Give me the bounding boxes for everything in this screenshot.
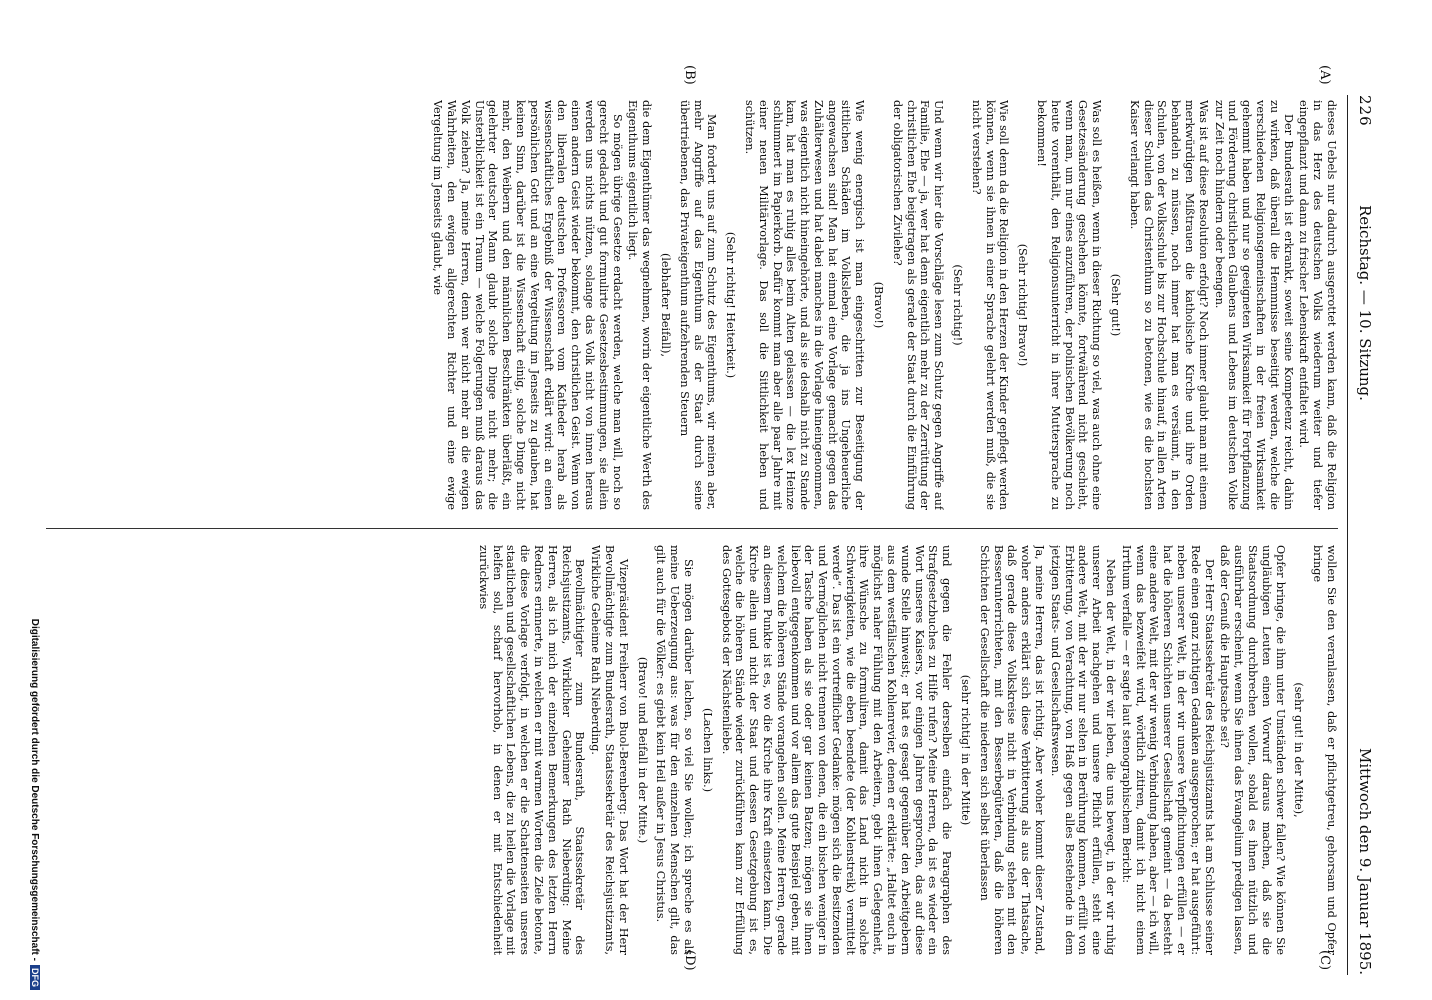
left-column bbox=[46, 100, 1338, 510]
dfg-logo: DFG bbox=[30, 965, 40, 990]
paragraph: und gegen die Fehler derselben einfach die Paragraphen des Strafgesetzbuches zu Hilfe rufen? Meine Herren, da ist es wieder ein Wort unseres Kaisers, vor einigen Jahren gesprochen, das auf diese wunde Stelle hinweist; er hat es gesagt gegenüber den Arbeitgebern aus dem westfälischen Kohlenrevier, denen er erklärte: „Haltet euch in möglichst naher Fühlung mit den Arbeitern, gebt ihnen Gelegenheit, ihre Wünsche zu formuliren, damit das Land nicht in solche Schwierigkeiten, wie die eben beendete (der Kohlenstreik) vermittelt werde“. Das ist ein vortrefflicher Gedanke: mögen sich die Besitzenden und Vermöglichen nicht trennen von denen, die ein bischen weniger in der Tasche haben als sie oder gar keinen Batzen; mögen sie ihnen liebevoll entgegenkommen und vor allem das gute Beispiel geben, mit welchem die höheren Stände vorangehen sollen. Meine Herren, gerade an diesem Punkte ist es, wo die Kirche ihre Kraft einsetzen kann. Die Kirche allein und nicht der Staat und dessen Gesetzgebung ist es, welche die höheren Stände wieder zurückführen kann zur Erfüllung des Gottesgebots der Nächstenliebe. bbox=[719, 545, 954, 955]
interjection: (sehr richtig! in der Mitte) bbox=[959, 674, 973, 826]
running-head-right: Mittwoch den 9. Januar 1895. bbox=[1356, 748, 1374, 975]
paragraph: Was ist auf diese Resolution erfolgt? Noch immer glaubt man mit einem merkwürdigen Mißtrauen die katholische Kirche und ihre Orden behandeln zu müssen, noch immer hat man es versäumt, in den Schulen, von der Volksschule bis zur Hochschule hinauf, in allen Arten dieser Schulen das Christenthum so zu betonen, wie es die hochsten Kaiser verlangt haben. bbox=[1127, 100, 1210, 510]
margin-mark-b: (B) bbox=[682, 65, 697, 85]
interjection: (Sehr richtig! Heiterkeit.) bbox=[724, 231, 738, 379]
paragraph: Wie wenig energisch ist man eingeschritten zur Beseitigung der sittlichen Schäden im Volksleben, die ja ins Ungeheuerliche angewachsen sind! Man hat einmal eine Vorlage gemacht gegen das Zuhälterwesen und hat dabei manches in die Vorlage hineingenommen, was eigentlich nicht hineingehörte, und als sie deshalb nicht zu Stande kam, hat man es ruhig alles beim Alten gelassen — die lex Heinze schlummert im Papierkorb. Dafür kommt man aber alle paar Jahre mit einer neuen Militärvorlage. Das soll die Sittlichkeit heben und schützen. bbox=[742, 100, 867, 510]
paragraph: Sie mögen darüber lachen, so viel Sie wollen; ich spreche es als meine Ueberzeugung aus: was für den einzelnen Menschen gilt, das gilt auch für die Völker: es giebt kein Heil außer in Jesus Christus. bbox=[654, 545, 695, 955]
paragraph: wollen Sie den veranlassen, daß er pflichtgetreu, gehorsam und Opfer bringe bbox=[1311, 545, 1338, 955]
header-rule bbox=[1347, 95, 1348, 975]
paragraph: Wie soll denn da die Religion in den Herzen der Kinder gepflegt werden können, wenn sie ihnen in einer Sprache gelehrt werden muß, die sie nicht verstehen? bbox=[969, 100, 1011, 510]
paragraph: Und wenn wir hier die Vorschläge lesen zum Schutz gegen Angriffe auf Familie, Ehe — ja, wer hat denn eigentlich mehr zu der Zerrüttung der christlichen Ehe beigetragen als gerade der Staat durch die Einführung der obligatorischen Zivilehe? bbox=[890, 100, 946, 510]
paragraph: So mögen übrige Gesetze erdacht werden, welche man will, noch so gerecht gedacht und gut formulirte Gesetzesbestimmungen, sie allein werden uns nichts nützen, solange das Volk nicht von innen heraus einen andern Geist wieder bekommt, den christlichen Geist. Wenn von den liberalen deutschen Professoren vom Katheder herab als wissenschaftliches Ergebniß der Wissenschaft erklärt wird: an einen persönlichen Gott und an eine Vergeltung im Jenseits zu glauben, hat keinen Sinn, darüber ist die Wissenschaft einig, solche Dinge nicht mehr, den Weibern und den männlichen Beschränkten überläßt, ein gelehrter deutscher Mann glaubt solche Dinge nicht mehr; die Unsterblichkeit ist ein Traum — welche Folgerungen muß daraus das Volk ziehen? Ja, meine Herren, denn wer nicht mehr an die ewigen Wahrheiten, den ewigen allgerechten Richter und eine ewige Vergeltung im Jenseits glaubt, wie bbox=[431, 100, 624, 510]
running-head-left: Reichstag. — 10. Sitzung. bbox=[1356, 205, 1374, 401]
page-header bbox=[1350, 95, 1374, 975]
paragraph: Man fordert uns auf zum Schutz des Eigenthums, wir meinen aber, mehr Angriffe auf das Eigenthum als der Staat durch seine übertriebenen, das Privateigenthum aufzehrenden Steuern bbox=[677, 100, 719, 510]
paragraph: Der Herr Staatssekretär des Reichsjustizamts hat am Schlusse seiner Rede einen ganz richtigen Gedanken ausgesprochen; er hat ausgeführt: neben unserer Welt, in der wir unsere Verpflichtungen erfüllen — er hat die höheren Schichten unserer Gesellschaft gemeint — da besteht eine andere Welt, mit der wir wenig Verbindung haben, aber — ich will, wenn das bezweifelt wird, wörtlich zitiren, damit ich nicht einem Irrthum verfalle — er sagte laut stenographischem Bericht: bbox=[1119, 545, 1216, 955]
right-column bbox=[46, 545, 1338, 955]
paragraph: Der Bundesrath ist erkrankt, soweit seine Kompetenz reicht, dahin zu wirken, daß überall die Hemmnisse beseitigt werden, welche die verschiedenen Religionsgemeinschaften in der freien Wirksamkeit gehemmt haben und nur so geeigneten Wirksamkeit für Fortpflanzung und Förderung christlichen Glaubens und Lebens im deutschen Volke zur Zeit noch hindern oder beengen. bbox=[1212, 100, 1295, 510]
paragraph: die dem Eigenthümer das wegnehmen, worin der eigentliche Werth des Eigenthums eigentlich liegt. bbox=[626, 100, 654, 510]
paragraph: Neben der Welt, in der wir leben, die uns bewegt, in der wir ruhig unserer Arbeit nachgehen und unsere Pflicht erfüllen, steht eine andere Welt, mit der wir nur selten in Berührung kommen, erfüllt von Erbitterung, von Verachtung, von Haß gegen alles Bestehende in dem jetzigen Staats- und Gesellschaftswesen. bbox=[1048, 545, 1118, 955]
interjection: (Sehr gut!) bbox=[1109, 273, 1123, 337]
interjection: (lebhafter Beifall), bbox=[658, 252, 672, 358]
digitization-credit bbox=[29, 600, 40, 990]
paragraph: dieses Uebels nur dadurch ausgerottet werden kann, daß die Religion in das Herz des deutschen Volks wiederum weiter und tiefer eingepflanzt und dann zu frischer Lebenskraft entfaltet wird. bbox=[1297, 100, 1338, 510]
column-divider bbox=[46, 528, 1338, 529]
interjection: (sehr gut! in der Mitte), bbox=[1292, 682, 1306, 818]
interjection: (Bravo! und Beifall in der Mitte.) bbox=[635, 656, 649, 844]
paragraph: Bevollmächtigter zum Bundesrath, Staatssekretär des Reichsjustizamts, Wirklicher Geheimer Rath Nieberding: Meine Herren, als ich mich der einzelnen Bemerkungen des letzten Herrn Redners erinnerte, in welchen er mit warmen Worten die Ziele betonte, die diese Vorlage verfolgt, in welchen er die Schattenseiten unseres staatlichen und gesellschaftlichen Lebens, die zu heilen die Vorlage mit helfen soll, scharf hervorhob, in denen er mit Entschiedenheit zurückwies bbox=[476, 545, 587, 955]
interjection: (Lachen links.) bbox=[700, 707, 714, 793]
interjection: (Sehr richtig!) bbox=[951, 264, 965, 346]
page-number: 226 bbox=[1356, 95, 1374, 127]
interjection: (Sehr richtig! Bravo!) bbox=[1016, 243, 1030, 367]
paragraph: Opfer bringe, die ihm unter Umständen schwer fallen? Wie können Sie ungläubigen Leuten einen Vorwurf daraus machen, daß sie die Staatsordnung durchbrechen wollen, sobald es ihnen nützlich und ausführbar erscheint, wenn Sie ihnen das Evangelium predigen lassen, daß der Genuß die Hauptsache sei? bbox=[1218, 545, 1287, 955]
margin-mark-d: (D) bbox=[682, 950, 697, 971]
paragraph: Vizepräsident Freiherr von Buol-Berenberg: Das Wort hat der Herr Bevollmächtigte zum Bundesrath, Staatssekretär des Reichsjustizamts, Wirkliche Geheime Rath Nieberding. bbox=[589, 545, 630, 955]
interjection: (Bravo!) bbox=[872, 281, 886, 329]
credit-text: Digitalisierung gefördert durch die Deutsche Forschungsgemeinschaft - bbox=[29, 618, 40, 961]
margin-mark-a: (A) bbox=[1317, 65, 1332, 85]
paragraph: Was soll es heißen, wenn in dieser Richtung so viel, was auch ohne eine Gesetzesänderung geschehen könnte, fortwährend nicht geschieht, wenn man, um nur eines anzuführen, der polnischen Bevölkerung noch heute vorenthält, den Religionsunterricht in ihrer Muttersprache zu bekommen! bbox=[1035, 100, 1104, 510]
margin-mark-c: (C) bbox=[1317, 950, 1332, 971]
paragraph: Ja, meine Herren, das ist richtig. Aber woher kommt dieser Zustand, woher anders erklärt sich diese Verbitterung als aus der Thatsache, daß gerade diese Volkskreise nicht in Verbindung stehen mit den Besserunterrichteten, mit den Besserbegüterten, daß die höheren Schichten der Gesellschaft die niederen sich selbst überlassen bbox=[977, 545, 1047, 955]
